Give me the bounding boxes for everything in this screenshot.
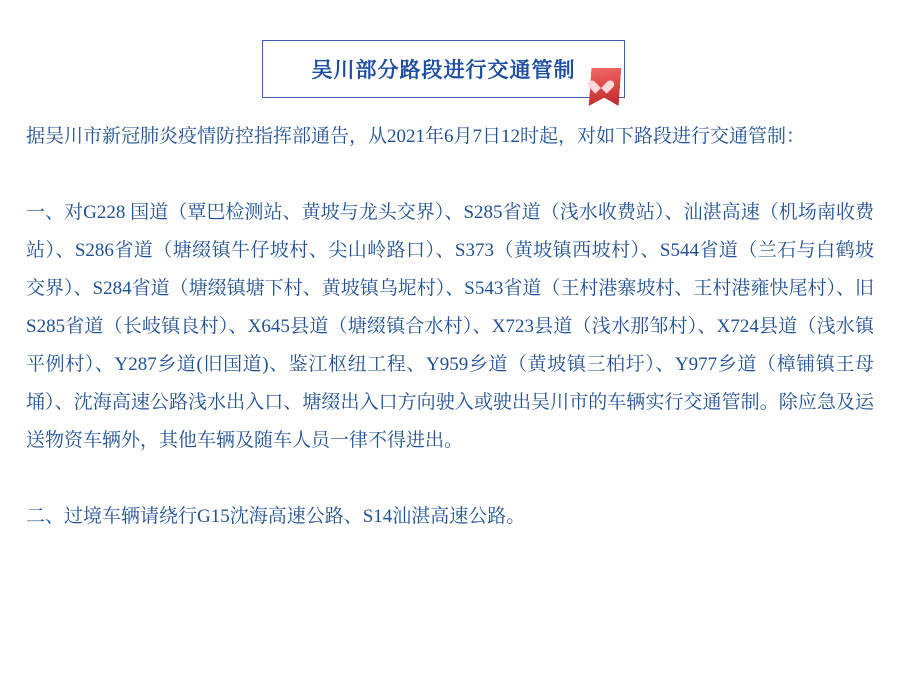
heart-shape (593, 75, 609, 89)
title-box (262, 40, 625, 98)
paragraph-intro: 据吴川市新冠肺炎疫情防控指挥部通告，从2021年6月7日12时起，对如下路段进行交通管制： (26, 126, 806, 147)
title-banner (0, 0, 900, 110)
ribbon-heart-icon (590, 68, 628, 108)
page-title: 吴川部分路段进行交通管制 (311, 58, 576, 82)
paragraph-item-one: 一、对G228 国道（覃巴检测站、黄坡与龙头交界）、S285省道（浅水收费站）、汕湛高速（机场南收费站）、S286省道（塘缀镇牛仔坡村、尖山岭路口）、S373（黄坡镇西坡村）、S544省道（兰石与白鹤坡交界）、S284省道（塘缀镇塘下村、黄坡镇乌坭村）、S543省道（王村港寨坡村、王村港雍快尾村）、旧S285省道（长岐镇良村）、X645县道（塘缀镇合水村）、X723县道（浅水那邹村）、X724县道（浅水镇平例村）、Y287乡道(旧国道)、鉴江枢纽工程、Y959乡道（黄坡镇三柏圩）、Y977乡道（樟铺镇王母埇）、沈海高速公路浅水出入口、塘缀出入口方向驶入或驶出吴川市的车辆实行交通管制。除应急及运送物资车辆外，其他车辆及随车人员一律不得进出。 (26, 202, 874, 451)
article-body (26, 118, 874, 536)
paragraph-item-two: 二、过境车辆请绕行G15沈海高速公路、S14汕湛高速公路。 (26, 506, 526, 527)
